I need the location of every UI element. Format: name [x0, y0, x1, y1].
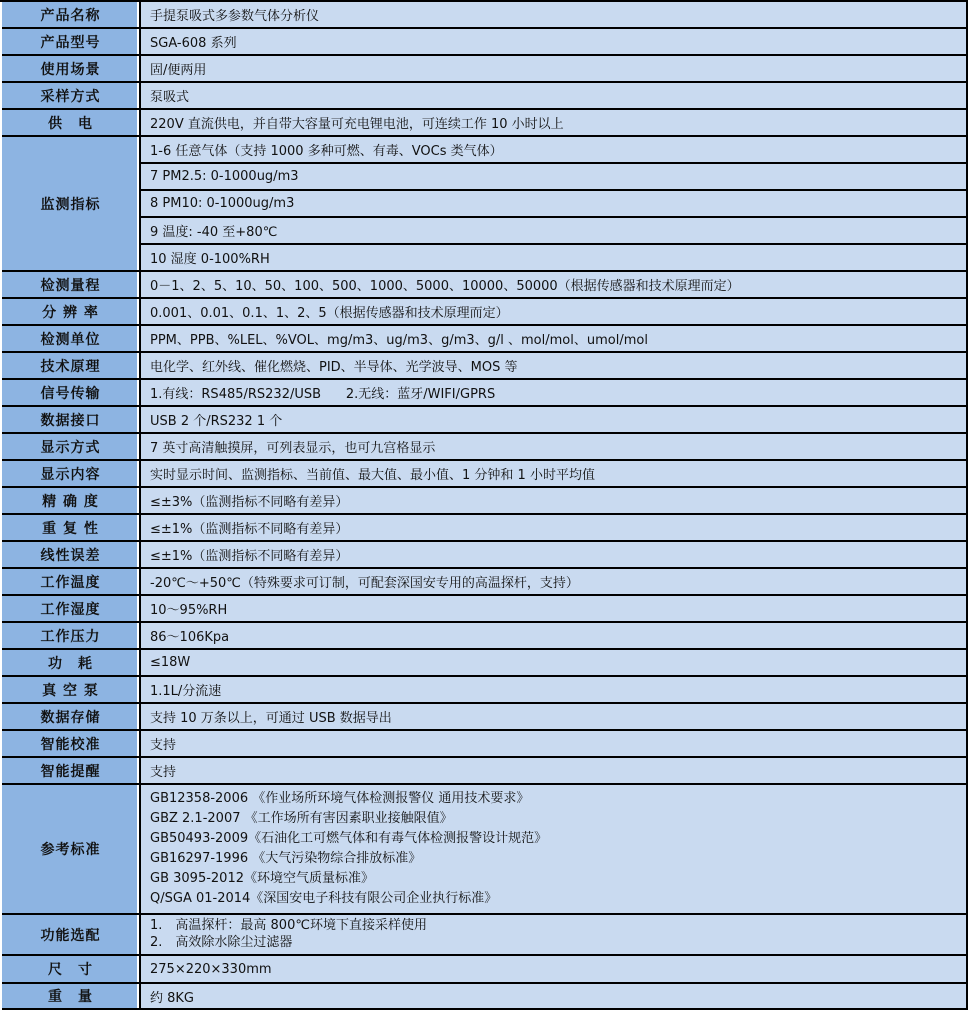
spec-value: SGA-608 系列	[141, 29, 966, 54]
spec-label: 真 空 泵	[2, 677, 141, 702]
spec-value: 支持 10 万条以上，可通过 USB 数据导出	[141, 704, 966, 729]
spec-label: 重 量	[2, 984, 141, 1008]
spec-row-display-mode	[2, 434, 966, 461]
spec-label: 显示方式	[2, 434, 141, 459]
spec-label: 精 确 度	[2, 488, 141, 513]
spec-label: 信号传输	[2, 380, 141, 405]
option-line: 1. 高温探杆：最高 800℃环境下直接采样使用	[150, 917, 427, 933]
spec-label: 功 耗	[2, 650, 141, 675]
spec-label: 采样方式	[2, 83, 141, 108]
spec-value: 固/便两用	[141, 56, 966, 81]
spec-value: 支持	[141, 758, 966, 783]
spec-row-signal-transmission	[2, 380, 966, 407]
spec-row-accuracy	[2, 488, 966, 515]
spec-label: 监测指标	[2, 137, 141, 270]
spec-row-display-content	[2, 461, 966, 488]
spec-value: PPM、PPB、%LEL、%VOL、mg/m3、ug/m3、g/m3、g/l 、mol/mol、umol/mol	[141, 326, 966, 351]
spec-subcolumn	[141, 137, 966, 270]
spec-label: 智能提醒	[2, 758, 141, 783]
spec-subvalue: 9 温度: -40 至+80℃	[141, 216, 966, 243]
spec-row-vacuum-pump	[2, 677, 966, 704]
spec-label: 尺 寸	[2, 956, 141, 982]
spec-label: 产品名称	[2, 2, 141, 27]
standard-line: Q/SGA 01-2014《深国安电子科技有限公司企业执行标准》	[150, 890, 498, 906]
spec-value: 支持	[141, 731, 966, 756]
spec-row-power-supply	[2, 110, 966, 137]
spec-value: 7 英寸高清触摸屏，可列表显示，也可九宫格显示	[141, 434, 966, 459]
spec-row-product-name	[2, 2, 966, 29]
spec-row-working-humidity	[2, 596, 966, 623]
spec-value	[141, 915, 966, 954]
spec-value: 220V 直流供电，并自带大容量可充电锂电池，可连续工作 10 小时以上	[141, 110, 966, 135]
spec-row-power-consumption	[2, 650, 966, 677]
spec-value: ≤±1%（监测指标不同略有差异）	[141, 542, 966, 567]
spec-row-data-interface	[2, 407, 966, 434]
spec-row-smart-reminder	[2, 758, 966, 785]
spec-value: USB 2 个/RS232 1 个	[141, 407, 966, 432]
spec-value: ≤±1%（监测指标不同略有差异）	[141, 515, 966, 540]
spec-row-resolution	[2, 299, 966, 326]
spec-value: -20℃～+50℃（特殊要求可订制，可配套深国安专用的高温探杆，支持）	[141, 569, 966, 594]
spec-label: 工作湿度	[2, 596, 141, 621]
spec-label: 显示内容	[2, 461, 141, 486]
spec-label: 工作压力	[2, 623, 141, 648]
spec-row-model	[2, 29, 966, 56]
spec-row-optional-functions	[2, 915, 966, 956]
standard-line: GB12358-2006 《作业场所环境气体检测报警仪 通用技术要求》	[150, 790, 530, 806]
spec-label: 重 复 性	[2, 515, 141, 540]
spec-subvalue: 8 PM10: 0-1000ug/m3	[141, 189, 966, 216]
spec-row-working-temperature	[2, 569, 966, 596]
spec-row-usage-scene	[2, 56, 966, 83]
spec-row-working-pressure	[2, 623, 966, 650]
spec-value: 275×220×330mm	[141, 956, 966, 982]
spec-label: 分 辨 率	[2, 299, 141, 324]
spec-label: 检测单位	[2, 326, 141, 351]
spec-value	[141, 785, 966, 913]
spec-row-data-storage	[2, 704, 966, 731]
spec-row-smart-calibration	[2, 731, 966, 758]
standard-line: GB50493-2009《石油化工可燃气体和有毒气体检测报警设计规范》	[150, 830, 548, 846]
spec-label: 使用场景	[2, 56, 141, 81]
spec-label: 数据接口	[2, 407, 141, 432]
spec-value: ≤±3%（监测指标不同略有差异）	[141, 488, 966, 513]
spec-row-weight	[2, 984, 966, 1010]
spec-value: 0.001、0.01、0.1、1、2、5（根据传感器和技术原理而定）	[141, 299, 966, 324]
spec-value: 电化学、红外线、催化燃烧、PID、半导体、光学波导、MOS 等	[141, 353, 966, 378]
spec-label: 工作温度	[2, 569, 141, 594]
spec-row-detection-unit	[2, 326, 966, 353]
option-line: 2. 高效除水除尘过滤器	[150, 934, 293, 950]
spec-value: 泵吸式	[141, 83, 966, 108]
spec-label: 参考标准	[2, 785, 141, 913]
spec-row-sampling-method	[2, 83, 966, 110]
spec-row-dimensions	[2, 956, 966, 984]
spec-value: 1.1L/分流速	[141, 677, 966, 702]
spec-label: 检测量程	[2, 272, 141, 297]
spec-row-reference-standards	[2, 785, 966, 915]
spec-value: 手提泵吸式多参数气体分析仪	[141, 2, 966, 27]
spec-row-repeatability	[2, 515, 966, 542]
spec-value: 10～95%RH	[141, 596, 966, 621]
spec-row-detection-range	[2, 272, 966, 299]
spec-row-technical-principle	[2, 353, 966, 380]
spec-label: 数据存储	[2, 704, 141, 729]
spec-subvalue: 1-6 任意气体（支持 1000 多种可燃、有毒、VOCs 类气体）	[141, 137, 966, 162]
spec-label: 线性误差	[2, 542, 141, 567]
spec-value: 1.有线：RS485/RS232/USB 2.无线：蓝牙/WIFI/GPRS	[141, 380, 966, 405]
spec-value: 约 8KG	[141, 984, 966, 1008]
spec-value: 86～106Kpa	[141, 623, 966, 648]
spec-value: ≤18W	[141, 650, 966, 675]
spec-row-monitoring-indicators	[2, 137, 966, 272]
spec-label: 功能选配	[2, 915, 141, 954]
standard-line: GBZ 2.1-2007 《工作场所有害因素职业接触限值》	[150, 810, 453, 826]
spec-subvalue: 10 湿度 0-100%RH	[141, 243, 966, 270]
spec-label: 技术原理	[2, 353, 141, 378]
spec-label: 智能校准	[2, 731, 141, 756]
standard-line: GB16297-1996 《大气污染物综合排放标准》	[150, 850, 422, 866]
spec-row-linearity-error	[2, 542, 966, 569]
spec-label: 产品型号	[2, 29, 141, 54]
spec-value: 0－1、2、5、10、50、100、500、1000、5000、10000、50000（根据传感器和技术原理而定）	[141, 272, 966, 297]
spec-subvalue: 7 PM2.5: 0-1000ug/m3	[141, 162, 966, 189]
spec-label: 供 电	[2, 110, 141, 135]
spec-value: 实时显示时间、监测指标、当前值、最大值、最小值、1 分钟和 1 小时平均值	[141, 461, 966, 486]
standard-line: GB 3095-2012《环境空气质量标准》	[150, 870, 374, 886]
